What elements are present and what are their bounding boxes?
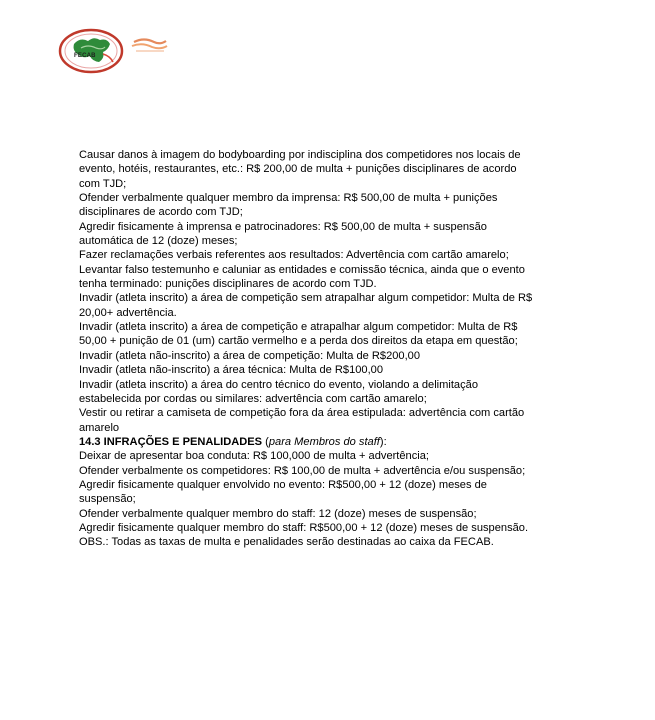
section-note-open: ( bbox=[262, 435, 269, 448]
staff-penalty-list bbox=[79, 449, 579, 549]
penalty-line: Invadir (atleta não-inscrito) a área técnica: Multa de R$100,00 bbox=[79, 364, 384, 377]
fecab-logo-text: FECAB bbox=[74, 53, 96, 59]
penalty-line: Ofender verbalmente qualquer membro da imprensa: R$ 500,00 de multa + punições bbox=[79, 192, 498, 205]
staff-penalty-line: Ofender verbalmente os competidores: R$ 100,00 de multa + advertência e/ou suspensão; bbox=[79, 464, 526, 477]
section-note: para Membros do staff bbox=[268, 435, 380, 448]
section-note-close: ): bbox=[379, 435, 387, 448]
penalty-line: evento, hotéis, restaurantes, etc.: R$ 200,00 de multa + punições disciplinares de acordo bbox=[79, 163, 517, 176]
penalty-list bbox=[79, 148, 579, 435]
header-logos bbox=[58, 28, 178, 74]
penalty-line: automática de 12 (doze) meses; bbox=[79, 235, 238, 248]
penalty-line: Agredir fisicamente à imprensa e patrocinadores: R$ 500,00 de multa + suspensão bbox=[79, 220, 487, 233]
penalty-line: Invadir (atleta inscrito) a área de competição sem atrapalhar algum competidor: Multa de R$ bbox=[79, 292, 533, 305]
section-heading-line bbox=[79, 435, 579, 449]
penalty-line: amarelo bbox=[79, 421, 120, 434]
staff-penalty-line: OBS.: Todas as taxas de multa e penalidades serão destinadas ao caixa da FECAB. bbox=[79, 536, 494, 549]
penalty-line: Invadir (atleta inscrito) a área de competição e atrapalhar algum competidor: Multa de R$ bbox=[79, 321, 518, 334]
penalty-line: disciplinares de acordo com TJD; bbox=[79, 206, 243, 219]
document-body bbox=[79, 148, 579, 550]
staff-penalty-line: Ofender verbalmente qualquer membro do staff: 12 (doze) meses de suspensão; bbox=[79, 507, 477, 520]
penalty-line: 20,00+ advertência. bbox=[79, 306, 177, 319]
penalty-line: 50,00 + punição de 01 (um) cartão vermelho e a perda dos direitos da etapa em questão; bbox=[79, 335, 518, 348]
wave-icon bbox=[130, 36, 170, 56]
penalty-line: estabelecida por cordas ou similares: advertência com cartão amarelo; bbox=[79, 392, 427, 405]
penalty-line: Vestir ou retirar a camiseta de competição fora da área estipulada: advertência com cartão bbox=[79, 407, 525, 420]
staff-penalty-line: suspensão; bbox=[79, 493, 136, 506]
fecab-logo bbox=[58, 28, 124, 79]
staff-penalty-line: Agredir fisicamente qualquer envolvido no evento: R$500,00 + 12 (doze) meses de bbox=[79, 478, 487, 491]
penalty-line: Invadir (atleta não-inscrito) a área de competição: Multa de R$200,00 bbox=[79, 349, 421, 362]
fecab-emblem-icon bbox=[58, 28, 124, 74]
penalty-line: Levantar falso testemunho e caluniar as entidades e comissão técnica, ainda que o evento bbox=[79, 263, 525, 276]
penalty-line: com TJD; bbox=[79, 177, 127, 190]
penalty-line: Invadir (atleta inscrito) a área do centro técnico do evento, violando a delimitação bbox=[79, 378, 478, 391]
penalty-line: Fazer reclamações verbais referentes aos resultados: Advertência com cartão amarelo; bbox=[79, 249, 509, 262]
penalty-line: tenha terminado: punições disciplinares de acordo com TJD. bbox=[79, 278, 377, 291]
staff-penalty-line: Deixar de apresentar boa conduta: R$ 100,000 de multa + advertência; bbox=[79, 450, 429, 463]
penalty-line: Causar danos à imagem do bodyboarding por indisciplina dos competidores nos locais de bbox=[79, 149, 521, 161]
sponsor-logo bbox=[130, 36, 170, 61]
staff-penalty-line: Agredir fisicamente qualquer membro do staff: R$500,00 + 12 (doze) meses de suspensão. bbox=[79, 521, 529, 534]
section-heading: 14.3 INFRAÇÕES E PENALIDADES bbox=[79, 435, 263, 448]
